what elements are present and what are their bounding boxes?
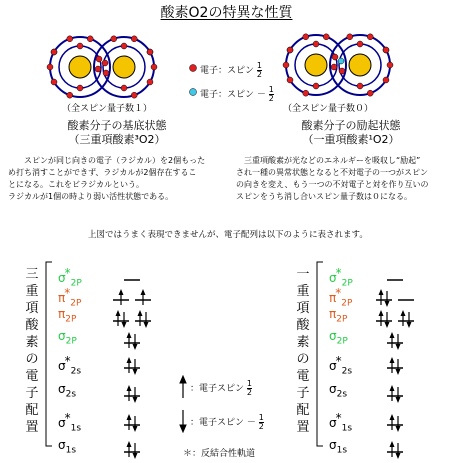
left-description: スピンが同じ向きの電子（ラジカル）を2個もった め打ち消すことができず、ラジカルが2個存在するこ とになる。これをビラジカルという。 ラジカルが1個の時より弱い活性状態である。 [8,156,206,201]
spin-down-electron-icon [190,89,197,96]
electron [383,47,389,53]
triplet-energy-levels [113,280,151,459]
orbital-label: $\sigma_{1s}$ [58,438,77,456]
shared-electron [95,66,101,72]
electron [367,34,373,40]
spin-down-arrowhead [407,322,412,328]
spin-up-arrowhead [127,414,132,420]
shared-electron [332,54,338,60]
legend-spin-up: 電子：スピン $\frac{1}{2}$ [200,61,262,79]
electron [131,36,137,42]
spin-up-arrowhead [116,310,121,316]
orbital-label: $\sigma^*_{1s}$ [329,411,353,434]
spin-up-arrow-icon [180,376,186,398]
spin-down-arrow-icon [180,410,186,432]
spin-up-arrowhead [390,332,395,338]
electron [303,34,309,40]
right-spin-caption: （全スピン量子数０） [283,104,374,114]
orbital-label: $\sigma^*_{1s}$ [58,411,82,434]
spin-down-arrowhead [133,344,138,350]
spin-up-arrowhead [379,310,384,316]
shared-electron [339,68,345,74]
spin-up-arrowhead [141,289,146,295]
electron [121,43,127,49]
electron [287,47,293,53]
electron [387,62,393,68]
page-title: 酸素O2の特異な性質 [160,5,293,21]
orbital-label: $\sigma^*_{2P}$ [329,266,353,289]
electron [121,85,127,91]
shared-electron [103,70,109,76]
electron [357,41,363,47]
left-state-title: 酸素分子の基底状態 （三重項酸素³O2） [67,119,167,146]
electron [367,90,373,96]
electron [77,85,83,91]
left-spin-caption: （全スピン量子数１） [62,104,153,114]
singlet-vertical-label: 一 重 項 酸 素 の 電 子 配 置 [296,267,310,435]
electron [347,34,353,40]
orbital-label: $\sigma^*_{2s}$ [58,354,82,377]
electron [87,36,93,42]
spin-up-arrowhead [119,289,124,295]
orbital-label: $\sigma^*_{2P}$ [58,266,82,289]
nucleus [113,56,135,78]
spin-down-arrowhead [396,344,401,350]
shared-electron [102,60,108,66]
spin-down-arrowhead [122,322,127,328]
spin-up-arrowhead [379,289,384,295]
electron [77,43,83,49]
orbital-label: $\pi_{2P}$ [329,307,348,325]
antibonding-note: ＊：反結合性軌道 [183,449,256,459]
orbital-label: $\sigma_{2P}$ [58,329,77,347]
electron [313,83,319,89]
electron [47,64,53,70]
triplet-oxygen-diagram [47,36,157,98]
spin-up-arrowhead [127,332,132,338]
electron [51,49,57,55]
spin-up-arrowhead [390,385,395,391]
spin-down-arrowhead [385,322,390,328]
spin-up-arrowhead [390,357,395,363]
spin-down-arrowhead [396,453,401,459]
spin-up-arrowhead [401,310,406,316]
triplet-vertical-label: 三 重 項 酸 素 の 電 子 配 置 [25,267,39,435]
singlet-energy-levels [376,280,414,459]
orbital-label: $\pi_{2P}$ [58,307,77,325]
orbital-label: $\sigma_{2s}$ [329,382,348,400]
spin-up-arrowhead [127,385,132,391]
spin-down-arrowhead [133,369,138,375]
nucleus [349,54,371,76]
electron [131,92,137,98]
nucleus [69,56,91,78]
spin-down-arrowhead [396,397,401,403]
shared-electron [96,56,102,62]
spin-down-arrowhead [396,426,401,432]
orbital-label: $\pi^*_{2P}$ [58,286,82,309]
legend-spin-down: 電子：スピン － $\frac{1}{2}$ [200,85,274,103]
spin-down-arrowhead [133,426,138,432]
electron [313,41,319,47]
spin-up-arrowhead [127,441,132,447]
nucleus [305,54,327,76]
spin-down-arrowhead [133,397,138,403]
electron [111,36,117,42]
electron [303,90,309,96]
orbital-label: $\sigma_{2s}$ [58,382,77,400]
spin-down-arrowhead [144,322,149,328]
legend-bottom-down: ：電子スピン － $\frac{1}{2}$ [190,413,264,431]
electron [147,79,153,85]
shared-electron [331,64,337,70]
legend-bottom-up: ：電子スピン $\frac{1}{2}$ [190,379,252,397]
spin-down-arrowhead [385,301,390,307]
electron [283,62,289,68]
spin-up-arrowhead [138,310,143,316]
spin-down-arrowhead [396,369,401,375]
spin-up-arrowhead [390,441,395,447]
singlet-oxygen-diagram [283,34,393,96]
electron [323,34,329,40]
singlet-bracket [317,262,323,446]
electron [51,79,57,85]
orbital-label: $\sigma^*_{2s}$ [329,354,353,377]
spin-up-arrowhead [127,357,132,363]
right-description: 三重項酸素が光などのエネルギーを吸収し“励起” され一種の異常状態となると不対電子の一つがスピン の向きを変え、もう一つの不対電子と対を作り互いの スピンをうち消し合いスピン量子数は０になる。 [236,156,429,201]
spin-up-electron-icon [190,65,197,72]
middle-note: 上図ではうまく表現できませんが、電子配列は以下のように表されます。 [88,230,368,240]
electron [151,64,157,70]
electron [383,77,389,83]
electron [147,49,153,55]
shared-electron [338,58,344,64]
electron [287,77,293,83]
spin-up-arrowhead [390,414,395,420]
electron [67,36,73,42]
electron [67,92,73,98]
triplet-bracket [46,262,52,446]
orbital-label: $\pi^*_{2P}$ [329,286,353,309]
right-state-title: 酸素分子の励起状態 （一重項酸素¹O2） [301,119,401,146]
orbital-label: $\sigma_{2P}$ [329,329,348,347]
electron [357,83,363,89]
orbital-label: $\sigma_{1s}$ [329,438,348,456]
spin-down-arrowhead [133,453,138,459]
